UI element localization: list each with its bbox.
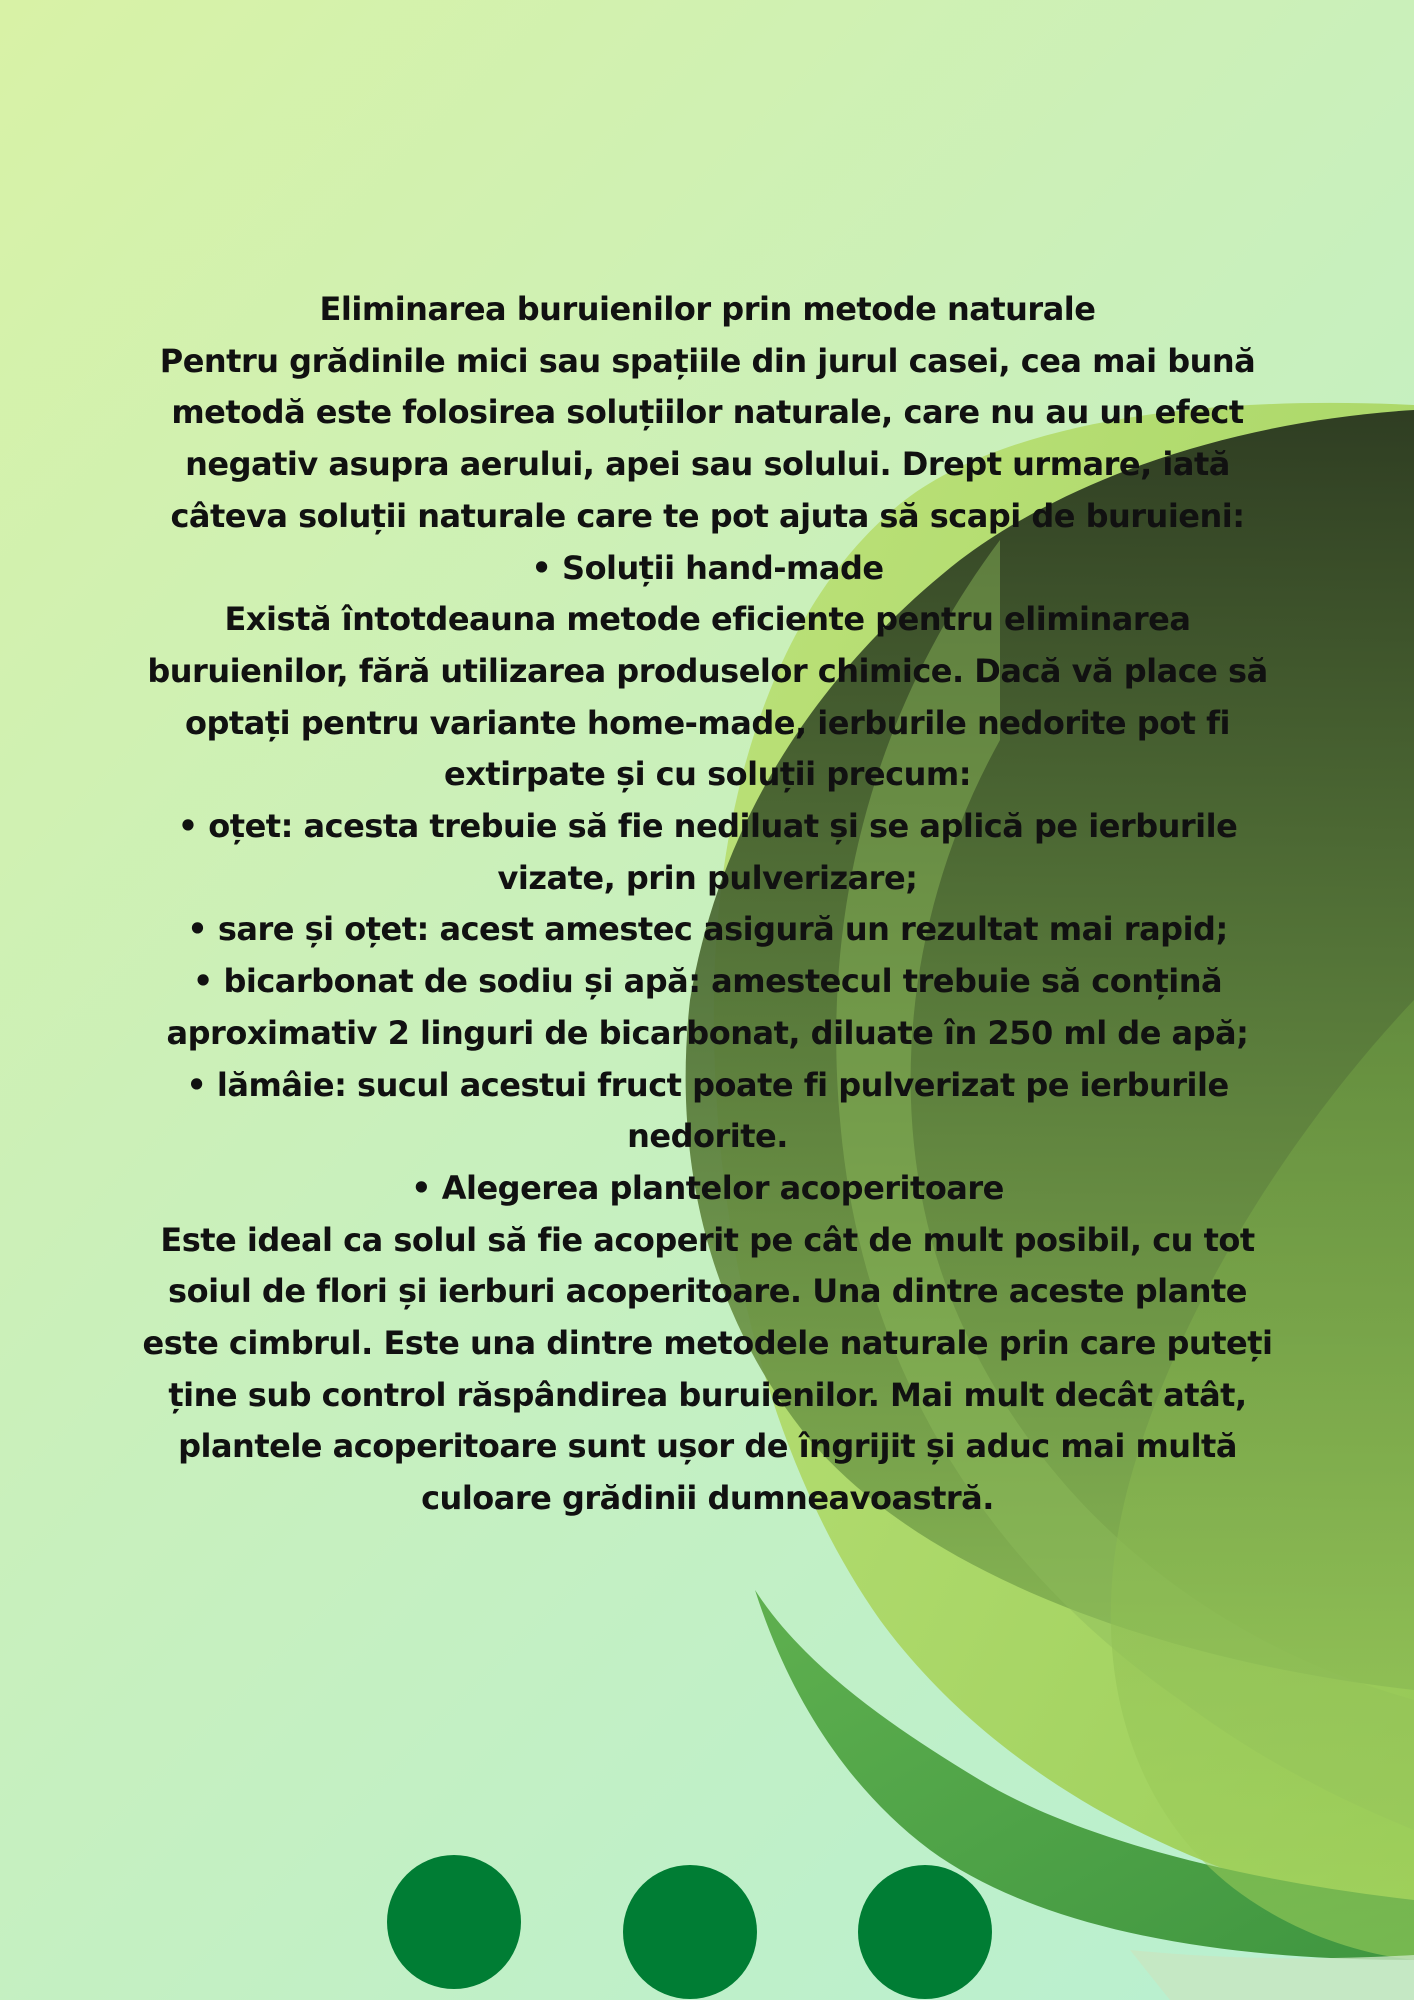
section-text-acoperitoare: Este ideal ca solul să fie acoperit pe cât de mult posibil, cu tot soiul de flori și ierburi acoperitoare. Una dintre aceste plante este cimbrul. Este una dintre metodele naturale prin care puteți ține sub control răspândirea buruienilor. Mai mult decât atât, plantele acoperitoare sunt ușor de îngrijit și aduc mai multă culoare grădinii dumneavoastră.: [142, 1220, 1273, 1518]
intro-paragraph: Pentru grădinile mici sau spațiile din jurul casei, cea mai bună metodă este folosirea soluțiilor naturale, care nu au un efect negativ asupra aerului, apei sau solului. Drept urmare, iată câteva soluții naturale care te pot ajuta să scapi de buruieni:: [159, 341, 1256, 535]
leaf-pale-shape: [1130, 1950, 1414, 2000]
list-item-sare-otet: • sare și oțet: acest amestec asigură un rezultat mai rapid;: [187, 910, 1228, 949]
list-item-lamaie: • lămâie: sucul acestui fruct poate fi pulverizat pe ierburile nedorite.: [186, 1065, 1229, 1156]
list-item-otet: • oțet: acesta trebuie să fie nediluat și se aplică pe ierburile vizate, prin pulverizare;: [177, 807, 1238, 897]
article: [130, 284, 1285, 1525]
article-title: Eliminarea buruienilor prin metode naturale: [319, 290, 1096, 328]
section-text-handmade: Există întotdeauna metode eficiente pentru eliminarea buruienilor, fără utilizarea produselor chimice. Dacă vă place să optați pentru variante home-made, ierburile nedorite pot fi extirpate și cu soluții precum:: [147, 600, 1268, 794]
list-item-bicarbonat: • bicarbonat de sodiu și apă: amestecul trebuie să conțină aproximativ 2 linguri de bicarbonat, diluate în 250 ml de apă;: [166, 962, 1249, 1052]
section-heading-handmade: • Soluții hand-made: [531, 548, 884, 587]
section-heading-acoperitoare: • Alegerea plantelor acoperitoare: [411, 1168, 1004, 1207]
